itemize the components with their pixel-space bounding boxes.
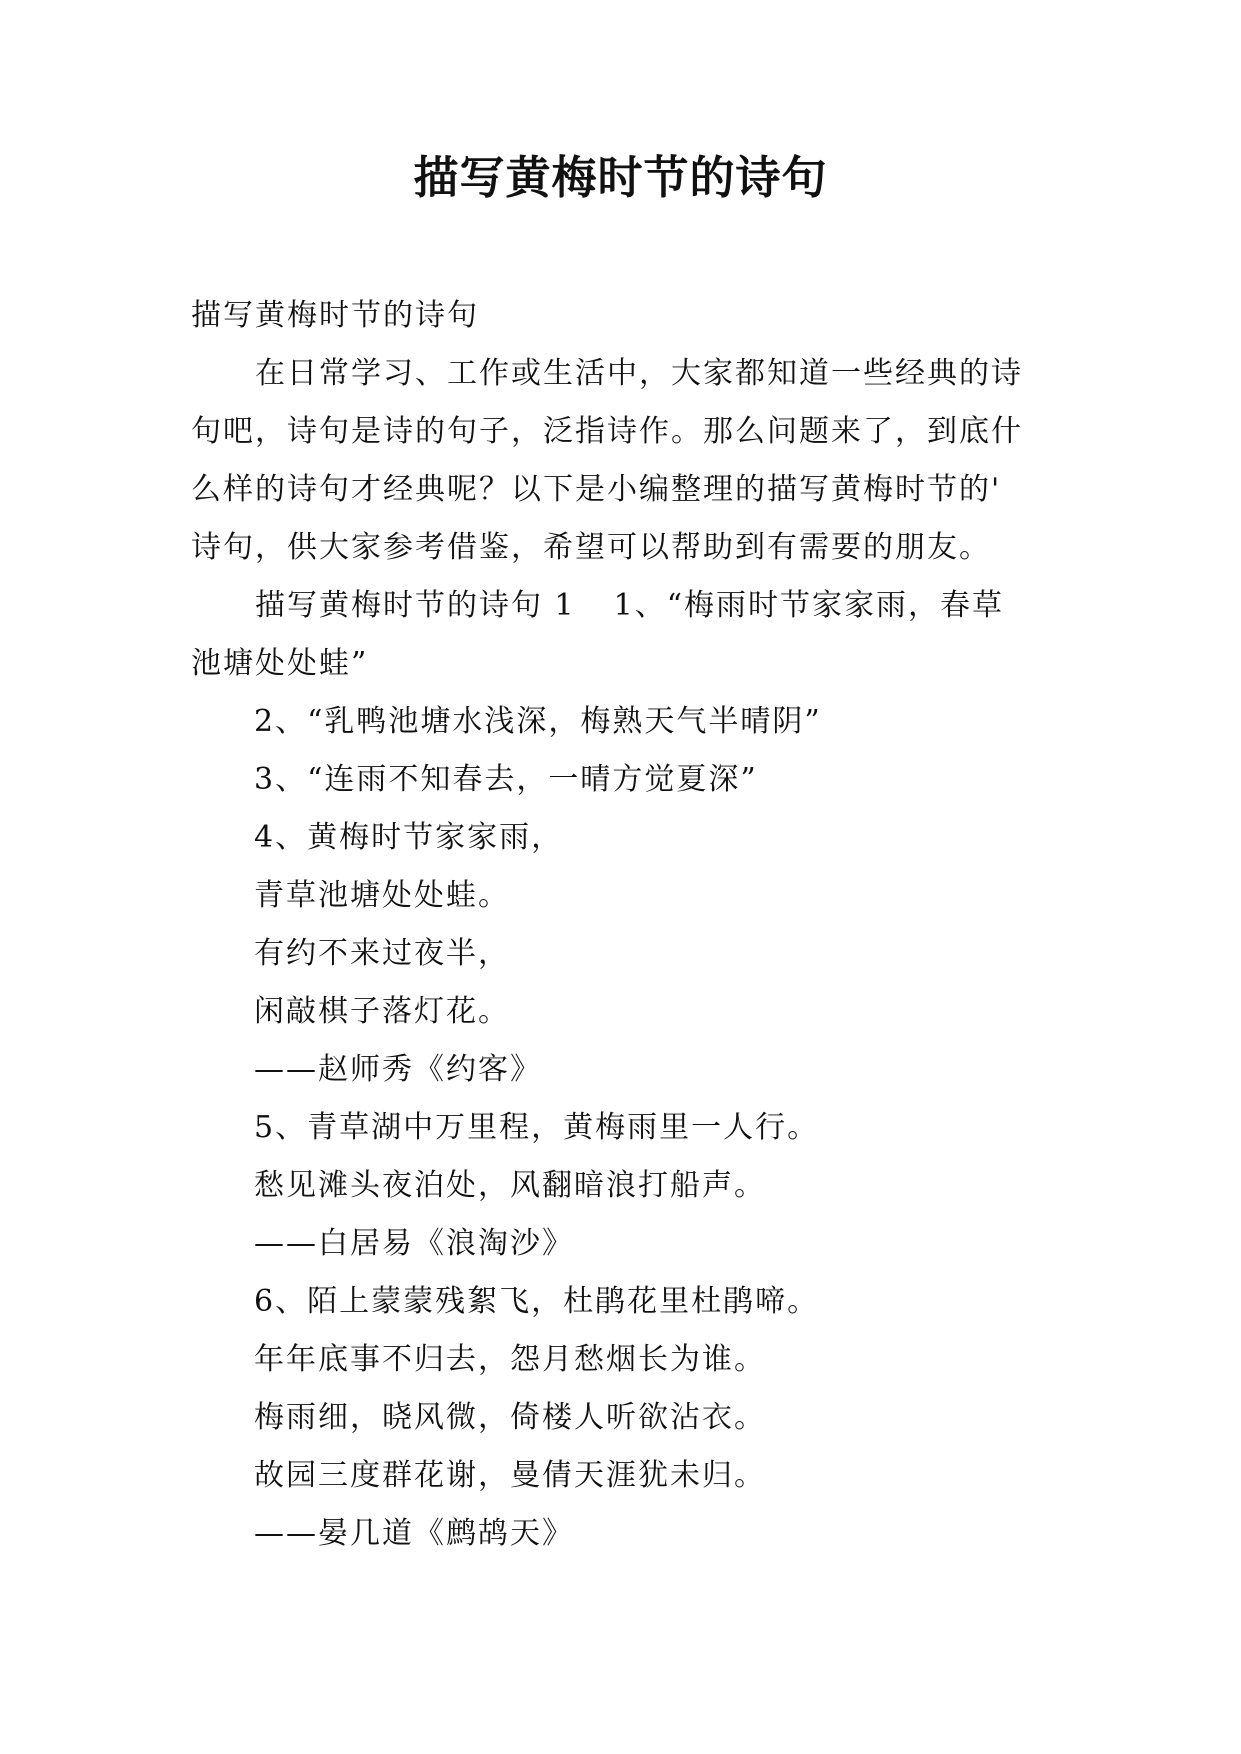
poem-6-attribution: ——晏几道《鹧鸪天》 <box>254 1516 574 1551</box>
document-title: 描写黄梅时节的诗句 <box>413 151 828 204</box>
poem-5-attribution: ——白居易《浪淘沙》 <box>254 1226 574 1261</box>
poem-5-line-2: 愁见滩头夜泊处，风翻暗浪打船声。 <box>254 1168 766 1203</box>
poem-6-line-2: 年年底事不归去，怨月愁烟长为谁。 <box>254 1342 766 1377</box>
intro-line-1: 在日常学习、工作或生活中，大家都知道一些经典的诗 <box>255 356 1023 391</box>
intro-line-3: 么样的诗句才经典呢？以下是小编整理的描写黄梅时节的' <box>191 472 1002 507</box>
subtitle-line: 描写黄梅时节的诗句 <box>191 298 479 333</box>
poem-1-start: 1、“梅雨时节家家雨，春草 <box>613 588 1005 623</box>
poem-3: 3、“连雨不知春去，一晴方觉夏深” <box>254 762 758 797</box>
poem-5-line-1: 5、青草湖中万里程，黄梅雨里一人行。 <box>254 1110 820 1145</box>
poem-6-line-1: 6、陌上蒙蒙残絮飞，杜鹃花里杜鹃啼。 <box>254 1284 820 1319</box>
poem-2: 2、“乳鸭池塘水浅深，梅熟天气半晴阴” <box>254 704 822 739</box>
document-body <box>191 287 1048 1563</box>
poem-4-line-3: 有约不来过夜半， <box>254 936 510 971</box>
poem-6-line-3: 梅雨细，晓风微，倚楼人听欲沾衣。 <box>254 1400 766 1435</box>
poem-4-attribution: ——赵师秀《约客》 <box>254 1052 542 1087</box>
intro-line-2: 句吧，诗句是诗的句子，泛指诗作。那么问题来了，到底什 <box>191 414 1023 449</box>
poem-1-end: 池塘处处蛙” <box>191 646 369 681</box>
poem-4-line-2: 青草池塘处处蛙。 <box>254 878 510 913</box>
poem-6-line-4: 故园三度群花谢，曼倩天涯犹未归。 <box>254 1458 766 1493</box>
intro-line-4: 诗句，供大家参考借鉴，希望可以帮助到有需要的朋友。 <box>191 530 991 565</box>
poem-4-line-1: 4、黄梅时节家家雨， <box>254 820 564 855</box>
section-heading-line <box>191 577 1048 635</box>
poem-4-line-4: 闲敲棋子落灯花。 <box>254 994 510 1029</box>
section-heading: 描写黄梅时节的诗句 1 <box>255 588 576 623</box>
